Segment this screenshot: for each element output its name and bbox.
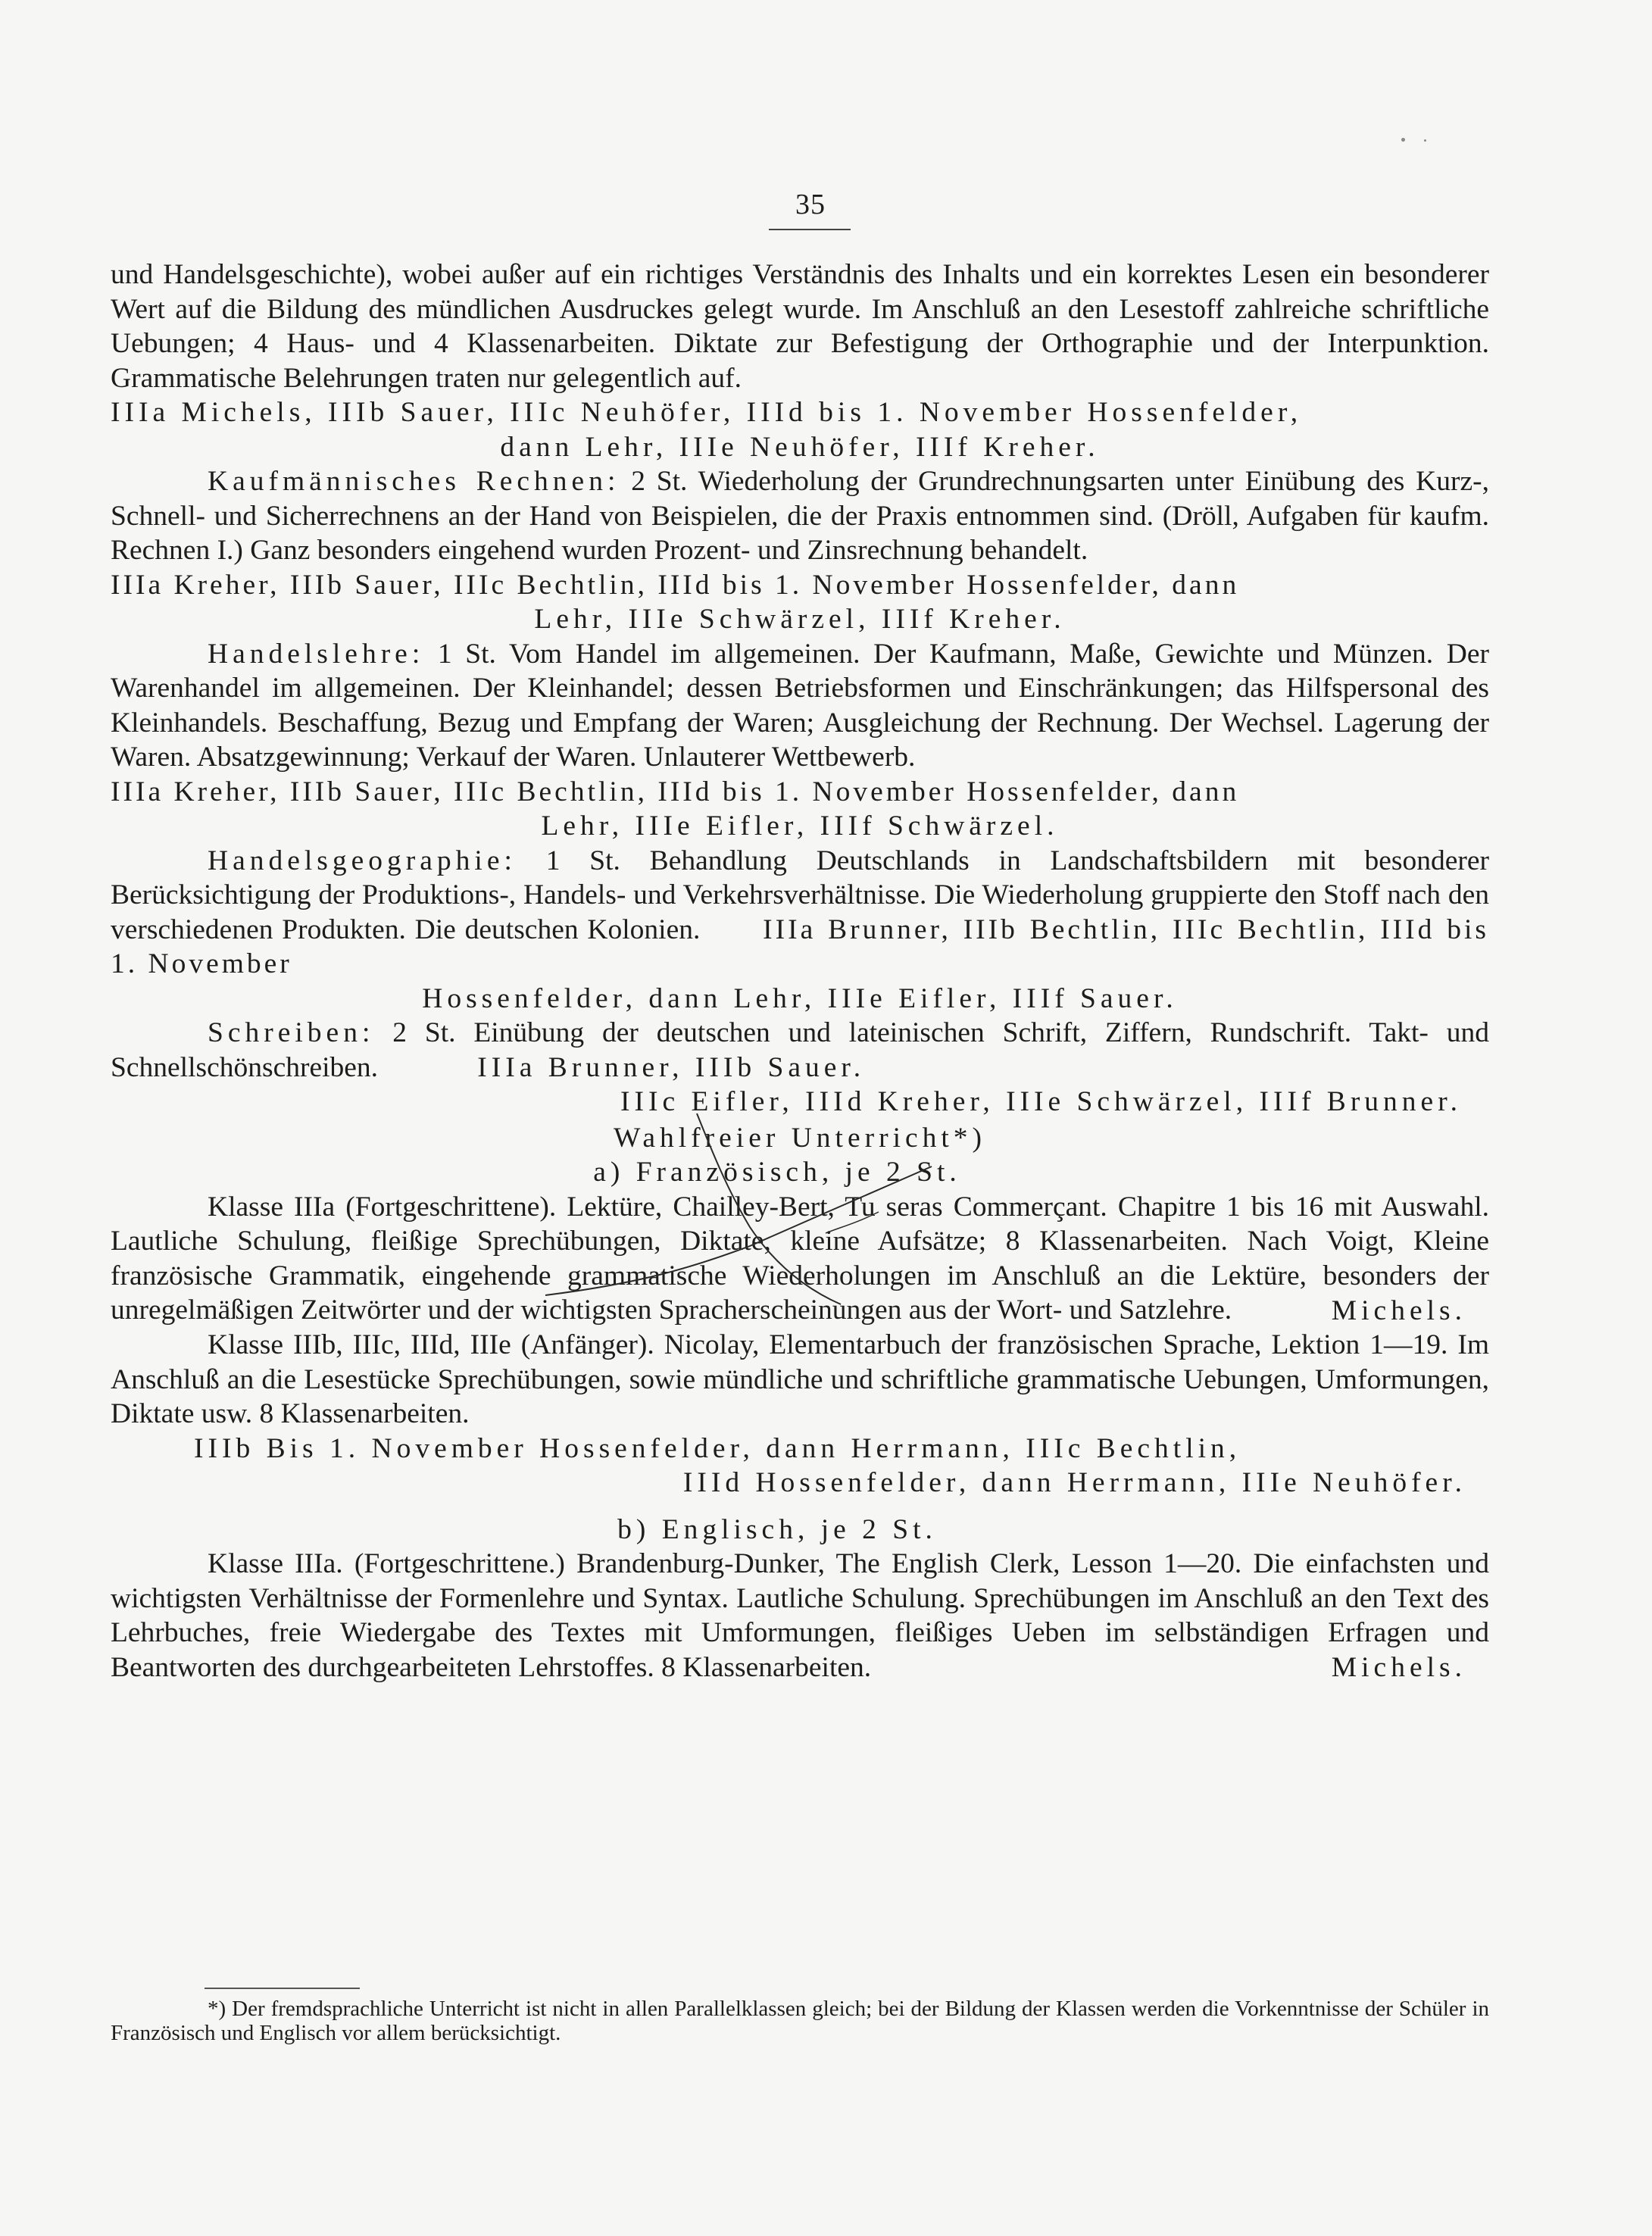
teachers-line: Hossenfelder, dann Lehr, IIIe Eifler, IIIf Sauer. xyxy=(422,982,1178,1014)
teachers-line: IIIa Michels, IIIb Sauer, IIIc Neuhöfer, IIId bis 1. November Hossenfelder, xyxy=(111,397,1303,428)
teachers-line: dann Lehr, IIIe Neuhöfer, IIIf Kreher. xyxy=(500,431,1100,463)
french-heading: a) Französisch, je 2 St. xyxy=(593,1157,961,1188)
section-text: 1 St. Vom Handel im allgemeinen. Der Kaufmann, Maße, Gewichte und Münzen. Der Warenhandel im allgemeinen. Der Kleinhandel; dessen Betriebsformen und Einschränkungen; das Hilfspersonal des Kleinhandels. Beschaffung, Bezug und Empfang der Waren; Ausgleichung der Rechnung. Der Wechsel. Lagerung der Waren. Absatzgewinnung; Verkauf der Waren. Unlauterer Wettbewerb. xyxy=(111,638,1489,773)
section-heading: Handelsgeographie: xyxy=(208,845,517,876)
teachers-line: IIIc Eifler, IIId Kreher, IIIe Schwärzel, IIIf Brunner. xyxy=(620,1086,1462,1117)
section-handelsgeographie xyxy=(111,844,1489,982)
teachers-inline: IIIa Brunner, IIIb Sauer. xyxy=(477,1051,866,1083)
section-schreiben xyxy=(111,1016,1489,1085)
teacher-signature: Michels. xyxy=(1331,1652,1466,1683)
english-heading: b) Englisch, je 2 St. xyxy=(617,1513,937,1545)
footnote-text: *) Der fremdsprachliche Unterricht ist nicht in allen Parallelklassen gleich; bei der Bildung der Klassen werden die Vorkenntnisse der Schüler in Französisch und Englisch vor allem berücksichtigt. xyxy=(111,1997,1489,2045)
section-heading: Kaufmännisches Rechnen: xyxy=(208,466,620,497)
page-number: 35 xyxy=(795,189,826,220)
teachers-line: IIIa Kreher, IIIb Sauer, IIIc Bechtlin, IIId bis 1. November Hossenfelder, dann xyxy=(111,776,1240,807)
intro-paragraph: und Handelsgeschichte), wobei außer auf ein richtiges Verständnis des Inhalts und ein korrektes Lesen ein besonderer Wert auf die Bildung des mündlichen Ausdruckes gelegt wurde. Im Anschluß an den Lesestoff zahlreiche schriftliche Uebungen; 4 Haus- und 4 Klassenarbeiten. Diktate zur Befestigung der Orthographie und der Interpunktion. Grammatische Belehrungen traten nur gelegentlich auf. xyxy=(111,259,1489,394)
teachers-line: IIId Hossenfelder, dann Herrmann, IIIe Neuhöfer. xyxy=(682,1467,1466,1498)
wahlfrei-title: Wahlfreier Unterricht*) xyxy=(613,1122,987,1154)
section-text: 2 St. Einübung der deutschen und lateinischen Schrift, Ziffern, Rundschrift. Takt- und Schnellschönschreiben. xyxy=(111,1017,1489,1083)
footnote-rule xyxy=(205,1988,360,1989)
teachers-line: IIIa Kreher, IIIb Sauer, IIIc Bechtlin, IIId bis 1. November Hossenfelder, dann xyxy=(111,569,1240,601)
section-heading: Handelslehre: xyxy=(208,638,425,670)
footnote xyxy=(111,1997,1489,2045)
teachers-line: IIIb Bis 1. November Hossenfelder, dann Herrmann, IIIc Bechtlin, xyxy=(194,1432,1241,1464)
page-number-rule xyxy=(769,229,851,230)
french-paragraph-2: Klasse IIIb, IIIc, IIId, IIIe (Anfänger). Nicolay, Elementarbuch der französischen Sprache, Lektion 1—19. Im Anschluß an die Lesestücke Sprechübungen, sowie mündliche und schriftliche grammatische Uebungen, Umformungen, Diktate usw. 8 Klassenarbeiten. xyxy=(111,1329,1489,1429)
teachers-line: Lehr, IIIe Eifler, IIIf Schwärzel. xyxy=(541,810,1059,842)
section-text: 1 St. Behandlung Deutschlands in Landschaftsbildern mit besonderer Berücksichtigung der Produktions-, Handels- und Verkehrsverhältnisse. Die Wiederholung gruppierte den Stoff nach den verschiedenen Produkten. Die deutschen Kolonien. xyxy=(111,845,1489,945)
section-heading: Schreiben: xyxy=(208,1017,375,1048)
print-speck xyxy=(1401,138,1405,142)
teacher-signature: Michels. xyxy=(1331,1294,1466,1326)
section-kaufmaennisches-rechnen xyxy=(111,464,1489,568)
french-paragraph-1: Klasse IIIa (Fortgeschrittene). Lektüre, Chailley-Bert, Tu seras Commerçant. Chapitre 1 bis 16 mit Auswahl. Lautliche Schulung, fleißige Sprechübungen, Diktate, kleine Aufsätze; 8 Klassenarbeiten. Nach Voigt, Kleine französische Grammatik, eingehende grammatische Wiederholungen im Anschluß an die Lektüre, besonders der unregelmäßigen Zeitwörter und der wichtigsten Spracherscheinungen aus der Wort- und Satzlehre. xyxy=(111,1191,1489,1326)
teachers-inline: IIIa Brunner, IIIb Bechtlin, IIIc Bechtlin, IIId bis 1. November xyxy=(111,913,1490,979)
english-paragraph-1: Klasse IIIa. (Fortgeschrittene.) Brandenburg-Dunker, The English Clerk, Lesson 1—20. Die einfachsten und wichtigsten Verhältnisse der Formenlehre und Syntax. Lautliche Schulung. Sprechübungen im Anschluß an den Text des Lehrbuches, freie Wiedergabe des Textes mit Umformungen, fleißiges Ueben im selbständigen Erfragen und Beantworten des durchgearbeiteten Lehrstoffes. 8 Klassenarbeiten. xyxy=(111,1548,1489,1683)
main-text xyxy=(111,258,1489,1685)
print-speck xyxy=(1424,139,1426,142)
section-text: 2 St. Wiederholung der Grundrechnungsarten unter Einübung des Kurz-, Schnell- und Sicherrechnens an der Hand von Beispielen, die der Praxis entnommen sind. (Dröll, Aufgaben für kaufm. Rechnen I.) Ganz besonders eingehend wurden Prozent- und Zinsrechnung behandelt. xyxy=(111,466,1490,566)
section-handelslehre xyxy=(111,637,1489,775)
teachers-line: Lehr, IIIe Schwärzel, IIIf Kreher. xyxy=(534,604,1066,635)
